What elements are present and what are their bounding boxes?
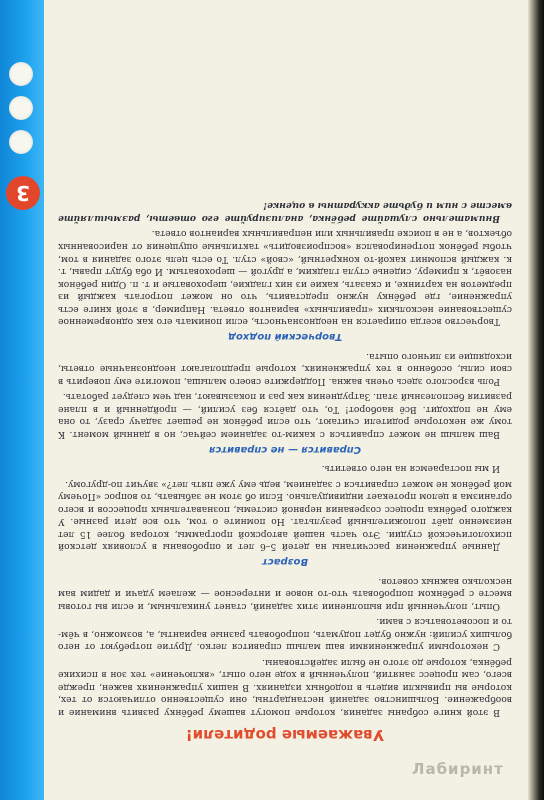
section-heading-cope: Справится — не справится (209, 443, 361, 455)
section-heading-creative: Творческий подход (227, 331, 343, 343)
page-number-badge: 3 (6, 176, 40, 210)
intro-paragraph: С некоторыми упражнениями ваш малыш справится легко. Другие потребуют от него больших усилий: нужно будет подумать, попробовать разные варианты, а, возможно, в чём-то и посоветоваться с вами. (58, 616, 512, 653)
scan-edge (528, 0, 544, 800)
binding-hole (9, 130, 33, 154)
page-text-column (58, 26, 512, 746)
intro-paragraph: Опыт, полученный при выполнении этих заданий, станет уникальным, и если вы готовы вместе с ребёнком попробовать что-то новое и интересное — желаем удачи и дадим вам несколько важных советов. (58, 575, 512, 612)
page-title: Уважаемые родители! (185, 726, 385, 744)
section-heading-age: Возраст (262, 556, 308, 568)
cope-paragraph: Ваш малыш не может справиться с каким-то заданием сейчас, но в данный момент. К тому же некоторые родители считают, что если ребёнок не решает задачу сразу, то она ему не подходит. Всё наоборот! То, что даётся без усилий, — пройденный и в плане развития бесполезный этап. Затруднения как раз и показывают, над чем следует работать. (58, 391, 512, 440)
age-paragraph: Данные упражнения рассчитаны на детей 5–6 лет и опробованы в условиях детской психологической студии. Это часть нашей авторской программы, которая более 15 лет неизменно даёт положительный результат. Но помните о том, что все дети разные. У каждого ребёнка процесс созревания нервной системы, познавательных процессов и всего организма в целом протекает индивидуально. Если об этом не забывать, то вопрос «Почему мой ребёнок не может справиться с заданием, ведь ему уже пять лет?» звучит по-другому. (58, 478, 512, 553)
binding-hole (9, 62, 33, 86)
age-paragraph: И мы постараемся на него ответить. (321, 463, 500, 475)
binding-strip (0, 0, 44, 800)
closing-quote: Внимательно слушайте ребёнка, анализируйте его ответы, размышляйте вместе с ним и будьте аккуратны в оценке! (58, 200, 512, 224)
binding-hole (9, 96, 33, 120)
cope-paragraph: Роль взрослого здесь очень важна. Поддержите своего малыша, помогите ему поверить в свои силы, особенно в тех упражнениях, которые предполагают неоднозначные ответы, исходящие из личного опыта. (58, 350, 512, 387)
intro-paragraph: В этой книге собраны задания, которые помогут вашему ребёнку развить внимание и воображение. Большинство заданий нестандартны, они существенно отличаются от тех, которые вы привыкли видеть в подобных изданиях. В наших упражнениях важен, прежде всего, сам процесс занятий, полученный в ходе него опыт, «включение» тех зон в психике ребёнка, которые до этого не были задействованы. (58, 656, 512, 718)
creative-paragraph: Творчество всегда опирается на неоднозначность, если понимать его как одновременное существование нескольких «правильных» вариантов ответа. Например, в этой книге есть упражнение, где ребёнку нужно представить, что он может потрогать каждый из предметов на картинке, и сказать, какие из них гладкие, шероховатые и т. п. Один ребёнок назовёт, к примеру, сиденье стула гладким, а другой — шероховатым. И оба будут правы, т. к. каждый вспомнит какой-то конкретный, «свой» стул. То есть цель этого задания в том, чтобы ребёнок потренировался «воспроизводить» тактильные ощущения от нарисованных объектов, а не в поиске правильных или неправильных вариантов ответа. (58, 228, 512, 328)
publisher-logo: Лабиринт (412, 760, 504, 778)
